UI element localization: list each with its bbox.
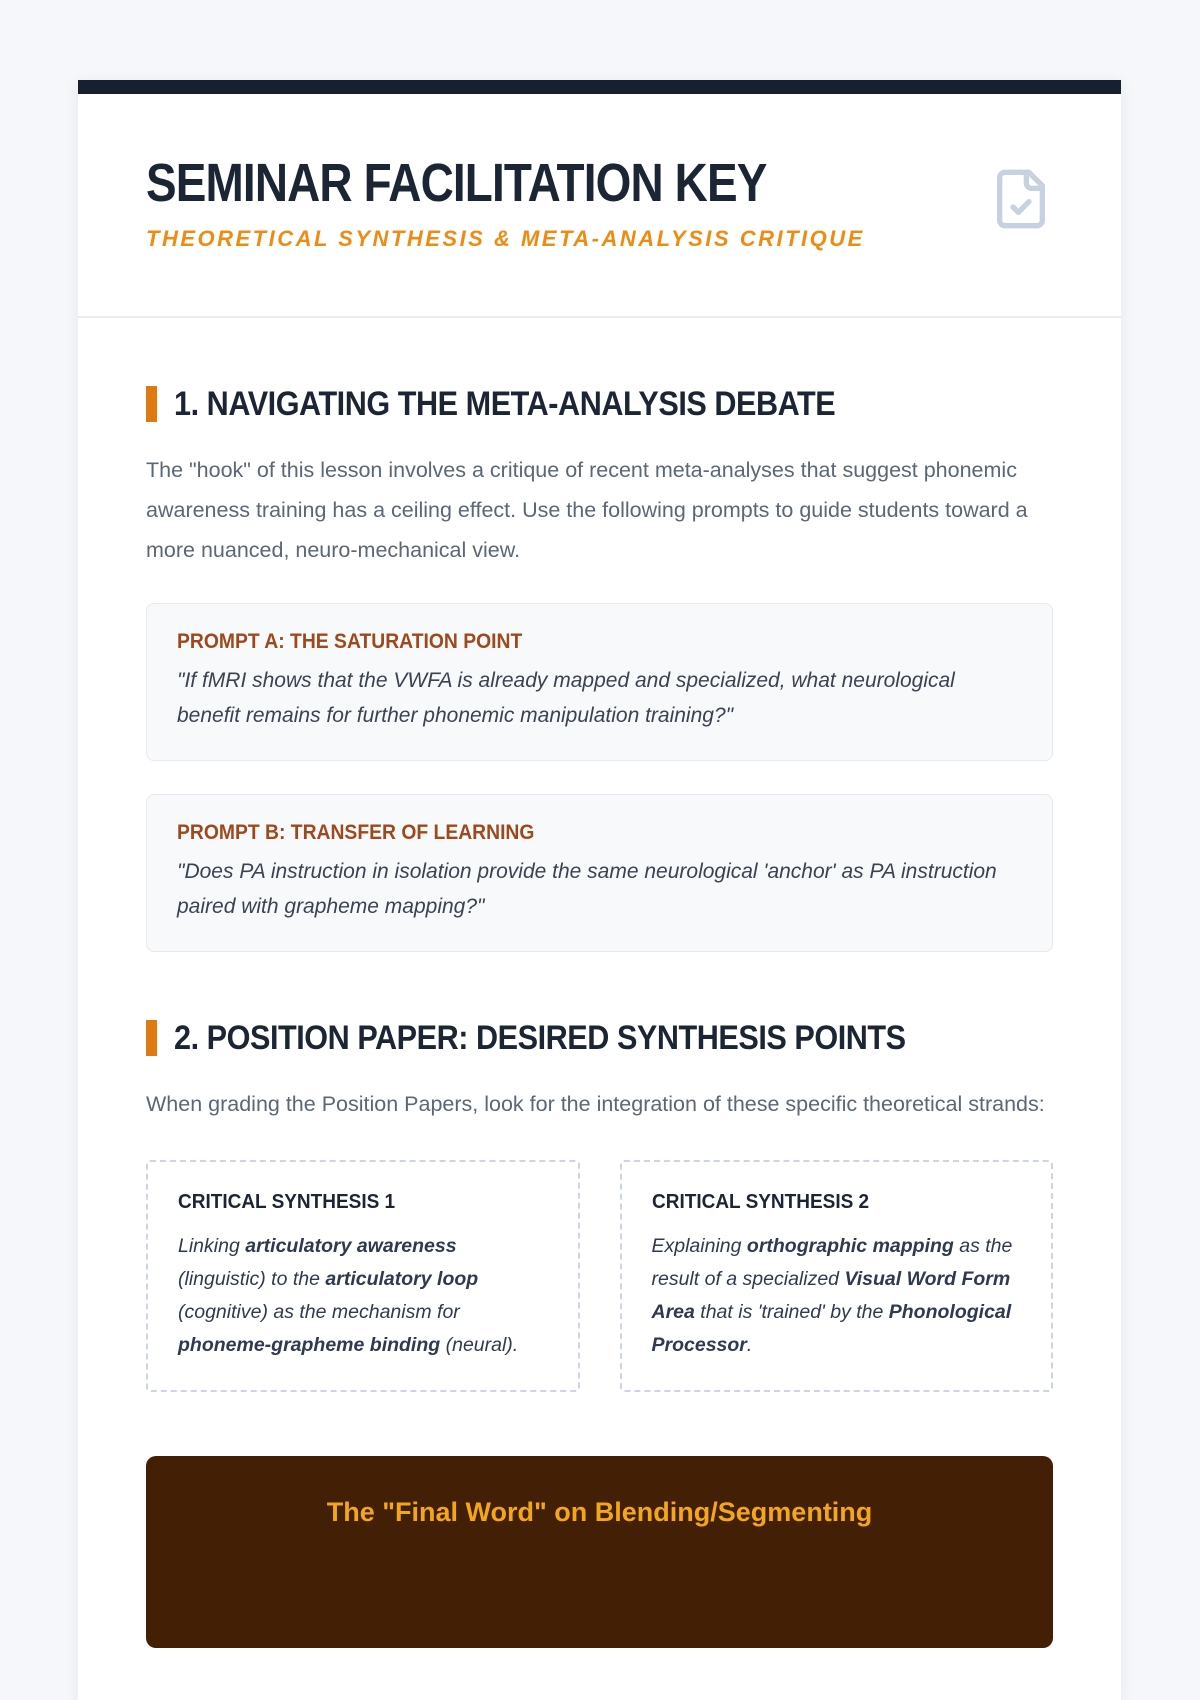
synthesis-grid xyxy=(146,1160,1053,1392)
prompt-a-quote: "If fMRI shows that the VWFA is already mapped and specialized, what neurological benefit remains for further phonemic manipulation training?" xyxy=(177,669,955,727)
final-word-banner xyxy=(146,1456,1053,1648)
document-body xyxy=(78,384,1121,1648)
prompt-b-quote: "Does PA instruction in isolation provide the same neurological 'anchor' as PA instruction paired with grapheme mapping?" xyxy=(177,860,997,918)
document-header xyxy=(78,94,1121,318)
section-1-intro: The "hook" of this lesson involves a critique of recent meta-analyses that suggest phonemic awareness training has a ceiling effect. Use the following prompts to guide students toward a more nuanced, neuro-mechanical view. xyxy=(146,458,1028,562)
section-2-heading xyxy=(146,1018,1053,1058)
critical-synthesis-1-title: CRITICAL SYNTHESIS 1 xyxy=(178,1191,396,1213)
prompt-a-label: PROMPT A: THE SATURATION POINT xyxy=(177,630,523,653)
section-accent-bar xyxy=(146,386,157,422)
section-accent-bar xyxy=(146,1020,157,1056)
prompt-b-card xyxy=(146,794,1053,952)
critical-synthesis-2-title: CRITICAL SYNTHESIS 2 xyxy=(651,1191,869,1213)
document-card xyxy=(78,80,1121,1700)
prompt-a-card xyxy=(146,603,1053,761)
section-1-heading xyxy=(146,384,1053,424)
page-title: SEMINAR FACILITATION KEY xyxy=(146,153,767,213)
top-accent-bar xyxy=(78,80,1121,94)
prompt-b-label: PROMPT B: TRANSFER OF LEARNING xyxy=(177,821,535,844)
critical-synthesis-1-card xyxy=(146,1160,580,1392)
critical-synthesis-2-card xyxy=(620,1160,1054,1392)
final-word-banner-title: The "Final Word" on Blending/Segmenting xyxy=(326,1497,873,1527)
header-titles xyxy=(146,153,876,252)
critical-synthesis-2-body: Explaining orthographic mapping as the result of a specialized Visual Word Form Area that is 'trained' by the Phonological Processor. xyxy=(651,1235,1013,1356)
page-subtitle: THEORETICAL SYNTHESIS & META-ANALYSIS CRITIQUE xyxy=(146,226,865,251)
section-2-intro: When grading the Position Papers, look for the integration of these specific theoretical strands: xyxy=(146,1092,1045,1116)
critical-synthesis-1-body: Linking articulatory awareness (linguistic) to the articulatory loop (cognitive) as the mechanism for phoneme-grapheme binding (neural). xyxy=(178,1235,519,1356)
section-2-title: 2. POSITION PAPER: DESIRED SYNTHESIS POINTS xyxy=(174,1019,906,1057)
file-check-icon xyxy=(989,162,1053,241)
section-1-title: 1. NAVIGATING THE META-ANALYSIS DEBATE xyxy=(174,385,836,423)
